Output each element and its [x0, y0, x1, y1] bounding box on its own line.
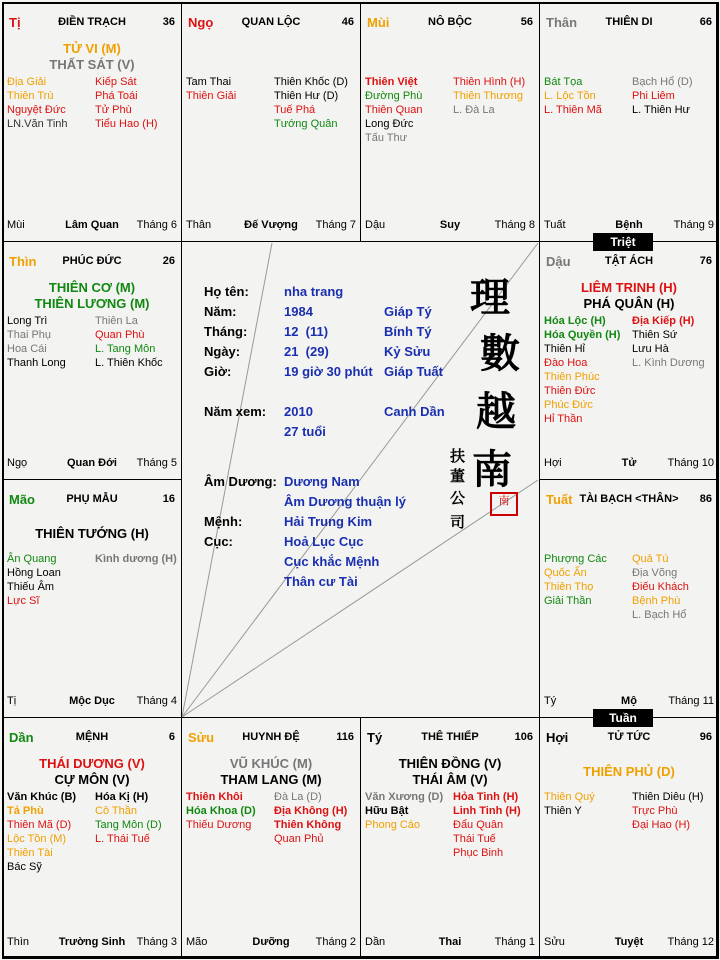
left-stars	[544, 314, 620, 426]
star: Thiên Sứ	[632, 329, 678, 341]
footer-month: Tháng 1	[494, 936, 535, 948]
star: LN.Văn Tinh	[7, 118, 68, 130]
palace-ty	[360, 717, 540, 959]
star: Hóa Lộc (H)	[544, 315, 606, 327]
star: Bạch Hổ (D)	[632, 76, 693, 88]
star: Linh Tinh (H)	[453, 805, 521, 817]
star: Lộc Tồn (M)	[7, 833, 67, 845]
star: Thiên Đức	[544, 385, 596, 397]
star: Thiên Giải	[186, 90, 237, 102]
main-star: THIÊN CƠ (M)	[48, 280, 136, 295]
left-stars	[186, 75, 236, 103]
palace-footer	[544, 219, 714, 233]
ngay-label: Ngày:	[204, 344, 241, 359]
star: Thiên Việt	[365, 76, 418, 88]
star: Điếu Khách	[632, 581, 689, 593]
main-star: THIÊN TƯỚNG (H)	[35, 526, 149, 541]
right-stars	[632, 75, 693, 117]
star: Hoa Cái	[7, 343, 47, 355]
palace-tuat	[539, 479, 719, 718]
star: Thiên Hỉ	[544, 343, 585, 355]
footer-branch: Mùi	[7, 219, 25, 231]
palace-header	[544, 15, 714, 31]
star: Tử Phù	[95, 104, 132, 116]
footer-phase: Tử	[621, 457, 637, 469]
palace-name: TỬ TỨC	[607, 731, 651, 743]
nam-can: Giáp Tý	[384, 304, 432, 319]
left-stars	[365, 75, 422, 145]
right-stars	[95, 314, 163, 370]
palace-header	[365, 15, 535, 31]
palace-mui	[360, 2, 540, 242]
palace-name: MỆNH	[75, 731, 109, 743]
palace-ti	[2, 2, 182, 242]
palace-hoi	[539, 717, 719, 959]
palace-header	[7, 492, 177, 508]
main-star: THÁI DƯƠNG (V)	[39, 756, 145, 771]
palace-footer	[365, 936, 535, 950]
star: Hóa Quyền (H)	[544, 329, 621, 341]
star: Thiên La	[95, 315, 138, 327]
star: Quan Phù	[95, 329, 145, 341]
star: Bát Tọa	[544, 76, 583, 88]
star: Hóa Khoa (D)	[186, 805, 256, 817]
palace-name: PHÚC ĐỨC	[62, 255, 122, 267]
star: Thiên Quý	[544, 791, 595, 803]
footer-branch: Tuất	[544, 219, 566, 231]
palace-footer	[7, 695, 177, 709]
star: Bệnh Phù	[632, 595, 681, 607]
palace-header	[7, 15, 177, 31]
namxem-label: Năm xem:	[204, 404, 267, 419]
star: Thiên Thương	[453, 90, 524, 102]
palace-than	[539, 2, 719, 242]
palace-branch: Hợi	[546, 730, 569, 745]
footer-phase: Quan Đới	[67, 457, 117, 469]
footer-branch: Mão	[186, 936, 208, 948]
calli-small-3: 公	[450, 489, 466, 507]
palace-footer	[7, 219, 177, 233]
star: Trực Phù	[632, 805, 678, 817]
star: Tấu Thư	[365, 132, 408, 144]
palace-branch: Mùi	[367, 15, 390, 30]
thang-can: Bính Tý	[384, 324, 432, 339]
star: Phong Cáo	[365, 819, 421, 831]
star: Địa Võng	[632, 567, 678, 579]
palace-number: 6	[168, 731, 175, 743]
footer-branch: Sửu	[544, 936, 565, 948]
palace-footer	[7, 457, 177, 471]
cuc-value2: Cục khắc Mệnh	[284, 554, 380, 569]
left-stars	[7, 75, 68, 131]
footer-month: Tháng 9	[673, 219, 714, 231]
star: Thiên Trù	[7, 90, 54, 102]
footer-month: Tháng 6	[136, 219, 177, 231]
star: Quốc Ấn	[544, 567, 587, 579]
palace-number: 66	[699, 16, 712, 28]
star: Thiên Mã (D)	[7, 819, 72, 831]
thang-label: Tháng:	[204, 324, 248, 339]
triet-badge: Triệt	[593, 233, 653, 251]
footer-phase: Đế Vượng	[244, 219, 298, 231]
star: Giải Thần	[544, 595, 592, 607]
palace-footer	[186, 936, 356, 950]
star: Lưu Hà	[632, 343, 669, 355]
footer-branch: Dậu	[365, 219, 386, 231]
star: L. Đà La	[453, 104, 495, 116]
star: Hồng Loan	[7, 567, 61, 579]
main-star: THAM LANG (M)	[220, 772, 322, 787]
star: L. Lộc Tồn	[544, 90, 596, 102]
namxem-can: Canh Dần	[384, 404, 445, 419]
star: Thanh Long	[7, 357, 66, 369]
palace-mao	[2, 479, 182, 718]
gio-label: Giờ:	[204, 364, 232, 379]
left-stars	[365, 790, 443, 832]
palace-footer	[544, 695, 714, 709]
left-stars	[7, 552, 61, 608]
star: Phá Toái	[95, 90, 138, 102]
seal-stamp: 南	[490, 492, 518, 516]
palace-name: QUAN LỘC	[241, 16, 301, 28]
main-star: TỬ VI (M)	[63, 41, 121, 56]
footer-phase: Tuyệt	[614, 936, 644, 948]
star: Lực Sĩ	[7, 595, 40, 607]
star: Thiếu Âm	[7, 581, 55, 593]
footer-branch: Thìn	[7, 936, 30, 948]
tuoi-value: 27 tuổi	[284, 424, 326, 439]
star: Thái Tuế	[453, 833, 496, 845]
palace-name: HUYNH ĐỆ	[242, 731, 300, 743]
star: Đường Phù	[365, 90, 423, 102]
calli-char-2: 數	[480, 330, 520, 377]
palace-footer	[186, 219, 356, 233]
left-stars	[7, 790, 76, 874]
star: Thiên Diêu (H)	[632, 791, 704, 803]
footer-phase: Lâm Quan	[65, 219, 119, 231]
palace-number: 56	[520, 16, 533, 28]
footer-phase: Dưỡng	[252, 936, 290, 948]
star: Đẩu Quân	[453, 819, 504, 831]
palace-number: 116	[336, 731, 354, 743]
palace-footer	[544, 936, 714, 950]
palace-branch: Thìn	[9, 254, 37, 269]
star: Thiên Hư (D)	[274, 90, 339, 102]
gio-can: Giáp Tuất	[384, 364, 443, 379]
palace-header	[186, 730, 356, 746]
palace-footer	[544, 457, 714, 471]
ngay-value: 21 (29)	[284, 344, 329, 359]
star: Tướng Quân	[274, 118, 338, 130]
footer-month: Tháng 8	[494, 219, 535, 231]
star: Hóa Kị (H)	[95, 791, 149, 803]
right-stars	[95, 790, 162, 846]
palace-number: 36	[162, 16, 175, 28]
footer-branch: Tị	[7, 695, 17, 707]
footer-phase: Bệnh	[615, 219, 643, 231]
main-star: THIÊN LƯƠNG (M)	[34, 296, 150, 311]
palace-name: PHỤ MẪU	[66, 493, 118, 505]
star: Quan Phủ	[274, 833, 324, 845]
star: Thiên Quan	[365, 104, 423, 116]
star: Kiếp Sát	[95, 76, 137, 88]
star: L. Thiên Hư	[632, 104, 690, 116]
star: Thiên Khốc (D)	[274, 76, 348, 88]
star: Hỏa Tinh (H)	[453, 791, 519, 803]
star: Tam Thai	[186, 76, 232, 88]
palace-branch: Thân	[546, 15, 578, 30]
star: Thiên Tài	[7, 847, 53, 859]
main-stars	[182, 756, 360, 788]
footer-month: Tháng 7	[315, 219, 356, 231]
main-star: VŨ KHÚC (M)	[229, 756, 313, 771]
footer-month: Tháng 10	[667, 457, 714, 469]
palace-branch: Tị	[9, 15, 21, 30]
palace-thin	[2, 241, 182, 480]
main-star: THẤT SÁT (V)	[49, 57, 135, 72]
right-stars	[453, 75, 525, 117]
star: Tang Môn (D)	[95, 819, 162, 831]
star: Đào Hoa	[544, 357, 588, 369]
palace-suu	[181, 717, 361, 959]
star: Văn Khúc (B)	[7, 791, 77, 803]
right-stars	[274, 75, 348, 131]
menh-value: Hải Trung Kim	[284, 514, 373, 529]
left-stars	[7, 314, 66, 370]
palace-number: 76	[699, 255, 712, 267]
star: Nguyệt Đức	[7, 104, 66, 116]
star: Địa Kiếp (H)	[632, 315, 695, 327]
star: Phi Liêm	[632, 90, 675, 102]
star: L. Thiên Mã	[544, 104, 602, 116]
main-stars	[540, 764, 718, 780]
footer-phase: Suy	[439, 219, 461, 231]
palace-branch: Tý	[367, 730, 383, 745]
star: Phục Binh	[453, 847, 504, 859]
main-star: THÁI ÂM (V)	[412, 772, 488, 787]
amduong-value2: Âm Dương thuận lý	[284, 494, 406, 509]
calli-small-2: 董	[450, 467, 466, 485]
palace-name: TÀI BẠCH <THÂN>	[579, 493, 679, 505]
calli-char-4: 南	[472, 446, 512, 493]
cuc-value: Hoả Lục Cục	[284, 534, 364, 549]
palace-name: NÔ BỘC	[428, 16, 472, 28]
star: Phượng Các	[544, 553, 607, 565]
star: L. Kình Dương	[632, 357, 705, 369]
star: Long Đức	[365, 118, 414, 130]
palace-header	[7, 254, 177, 270]
star: Thiên Khôi	[186, 791, 243, 803]
palace-dau	[539, 241, 719, 480]
left-stars	[544, 552, 607, 608]
footer-month: Tháng 12	[667, 936, 714, 948]
right-stars	[95, 75, 158, 131]
right-stars	[274, 790, 347, 846]
star: Tuế Phá	[274, 104, 316, 116]
star: Thiên Y	[544, 805, 582, 817]
right-stars	[632, 552, 689, 622]
palace-number: 16	[162, 493, 175, 505]
star: L. Tang Môn	[95, 343, 156, 355]
palace-footer	[7, 936, 177, 950]
palace-header	[544, 730, 714, 746]
calli-char-1: 理	[470, 274, 510, 321]
main-stars	[540, 280, 718, 312]
palace-name: THÊ THIẾP	[421, 731, 479, 743]
main-star: THIÊN ĐỒNG (V)	[398, 756, 502, 771]
nam-value: 1984	[284, 304, 313, 319]
than-value: Thân cư Tài	[284, 574, 358, 589]
star: L. Thái Tuế	[95, 833, 150, 845]
footer-branch: Hợi	[544, 457, 562, 469]
main-stars	[3, 280, 181, 312]
star: Đại Hao (H)	[632, 819, 691, 831]
star: L. Bạch Hổ	[632, 609, 687, 621]
gio-value: 19 giờ 30 phút	[284, 364, 373, 379]
palace-footer	[365, 219, 535, 233]
star: Địa Giải	[7, 76, 47, 88]
palace-header	[365, 730, 535, 746]
star: Văn Xương (D)	[365, 791, 444, 803]
right-stars	[632, 314, 705, 370]
star: Hữu Bật	[365, 805, 409, 817]
palace-header	[186, 15, 356, 31]
palace-number: 96	[699, 731, 712, 743]
palace-ngo	[181, 2, 361, 242]
left-stars	[544, 75, 602, 117]
right-stars	[632, 790, 704, 832]
palace-number: 26	[162, 255, 175, 267]
main-star: LIÊM TRINH (H)	[580, 280, 678, 295]
star: Thiên Hình (H)	[453, 76, 526, 88]
footer-month: Tháng 5	[136, 457, 177, 469]
footer-phase: Thai	[438, 936, 462, 948]
star: Kình dương (H)	[95, 553, 177, 565]
footer-branch: Ngọ	[7, 457, 28, 469]
footer-branch: Tý	[544, 695, 557, 707]
palace-name: THIÊN DI	[605, 16, 653, 28]
palace-header	[7, 730, 177, 746]
star: Thai Phụ	[7, 329, 52, 341]
right-stars	[95, 552, 177, 566]
star: Tả Phù	[7, 805, 44, 817]
main-stars	[361, 756, 539, 788]
amduong-value: Dương Nam	[284, 474, 360, 489]
footer-phase: Mộc Dục	[69, 695, 115, 707]
footer-branch: Thân	[186, 219, 212, 231]
star: Thiếu Dương	[186, 819, 252, 831]
palace-branch: Tuất	[546, 492, 573, 507]
palace-number: 86	[699, 493, 712, 505]
menh-label: Mệnh:	[204, 514, 243, 529]
palace-number: 106	[514, 731, 533, 743]
footer-branch: Dần	[365, 936, 386, 948]
star: Đà La (D)	[274, 791, 322, 803]
star: Thiên Thọ	[544, 581, 594, 593]
thang-value: 12 (11)	[284, 324, 329, 339]
palace-name: TẬT ÁCH	[604, 255, 654, 267]
star: Cô Thần	[95, 805, 137, 817]
main-star: PHÁ QUÂN (H)	[583, 296, 675, 311]
cuc-label: Cục:	[204, 534, 233, 549]
palace-branch: Mão	[9, 492, 35, 507]
main-stars	[3, 526, 181, 542]
namxem-value: 2010	[284, 404, 313, 419]
calli-small-1: 扶	[450, 447, 466, 465]
amduong-label: Âm Dương:	[204, 474, 277, 489]
star: Địa Không (H)	[274, 805, 348, 817]
footer-month: Tháng 3	[136, 936, 177, 948]
star: Ân Quang	[7, 553, 57, 565]
star: Quả Tú	[632, 553, 669, 565]
palace-branch: Dậu	[546, 254, 571, 269]
star: Bác Sỹ	[7, 861, 42, 873]
palace-name: ĐIỀN TRẠCH	[58, 16, 126, 28]
star: Thiên Phúc	[544, 371, 600, 383]
left-stars	[186, 790, 256, 832]
main-star: CỰ MÔN (V)	[54, 772, 130, 787]
palace-header	[544, 492, 714, 508]
star: L. Thiên Khốc	[95, 357, 163, 369]
nam-label: Năm:	[204, 304, 237, 319]
footer-phase: Mộ	[621, 695, 637, 707]
footer-month: Tháng 4	[136, 695, 177, 707]
star: Thiên Không	[274, 819, 342, 831]
left-stars	[544, 790, 595, 818]
right-stars	[453, 790, 521, 860]
tuan-badge: Tuần	[593, 709, 653, 727]
ho-ten-value: nha trang	[284, 284, 344, 299]
calli-small-4: 司	[450, 513, 466, 531]
palace-header	[544, 254, 714, 270]
footer-phase: Trường Sinh	[58, 936, 126, 948]
palace-dan	[2, 717, 182, 959]
star: Long Trì	[7, 315, 48, 327]
main-stars	[3, 756, 181, 788]
palace-number: 46	[341, 16, 354, 28]
calli-char-3: 越	[476, 388, 516, 435]
palace-branch: Sửu	[188, 730, 215, 745]
ngay-can: Kỷ Sửu	[384, 344, 431, 359]
palace-branch: Dần	[9, 730, 34, 745]
palace-branch: Ngọ	[188, 15, 214, 30]
ho-ten-label: Họ tên:	[204, 284, 249, 299]
footer-month: Tháng 2	[315, 936, 356, 948]
star: Tiểu Hao (H)	[95, 118, 158, 130]
footer-month: Tháng 11	[668, 695, 714, 707]
star: Phúc Đức	[544, 399, 593, 411]
main-stars	[3, 41, 181, 73]
main-star: THIÊN PHỦ (D)	[583, 764, 675, 779]
star: Hỉ Thần	[544, 413, 583, 425]
